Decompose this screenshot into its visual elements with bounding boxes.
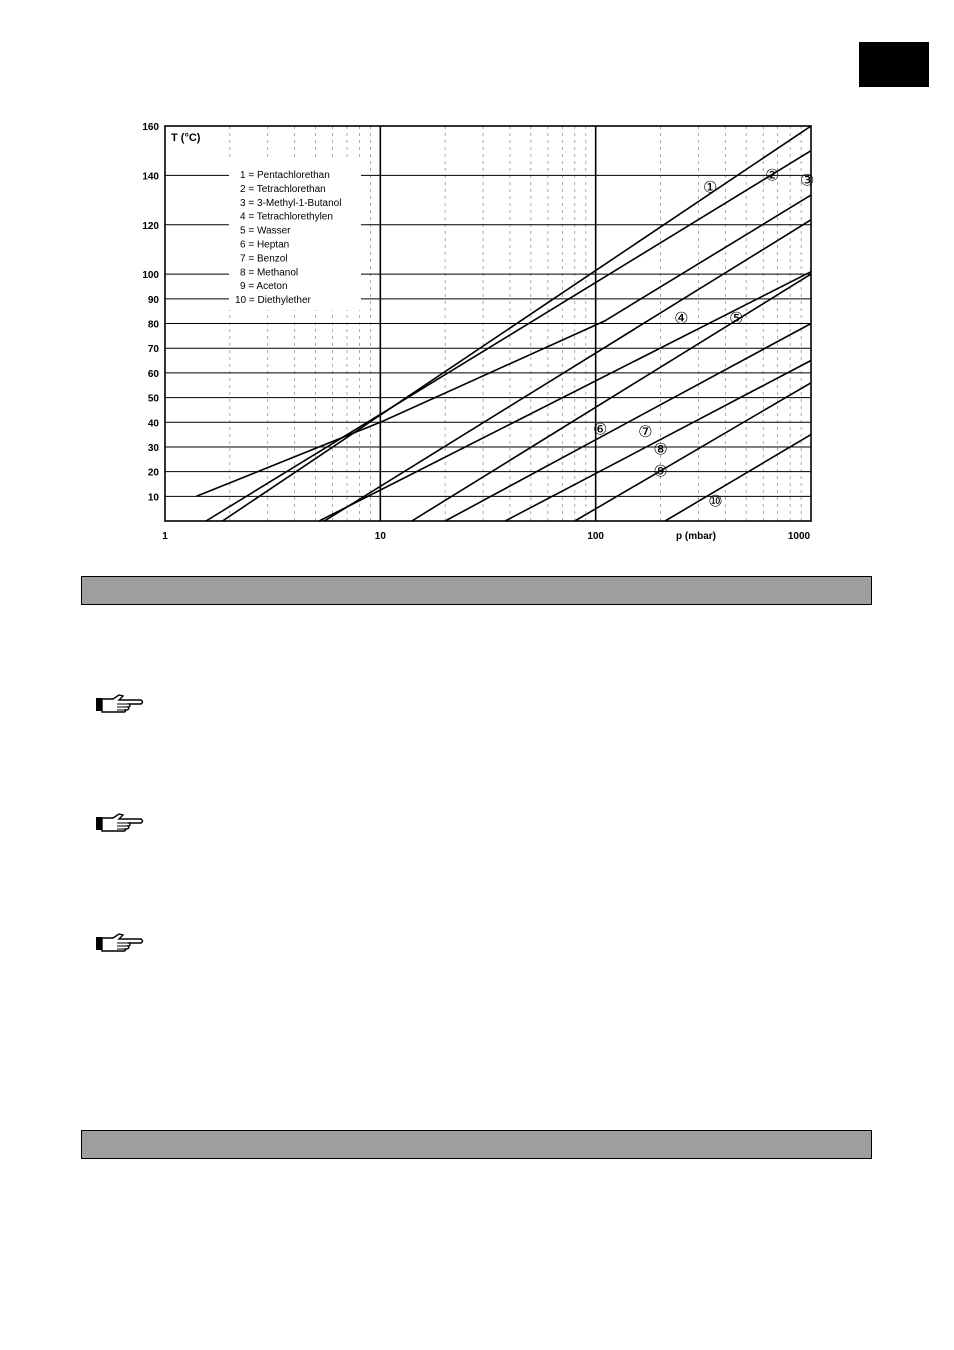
y-tick-label: 40 (147, 418, 159, 430)
y-tick-label: 160 (142, 122, 159, 133)
section-header-bar (81, 576, 872, 605)
legend-entry: 4 = Tetrachlorethylen (240, 211, 333, 223)
legend-entry: 5 = Wasser (240, 225, 291, 237)
y-axis-title: T (°C) (171, 132, 201, 144)
series-marker-label: ⑨ (653, 461, 668, 481)
legend-entry: 6 = Heptan (240, 239, 290, 251)
y-tick-label: 70 (147, 344, 159, 356)
legend-entry: 10 = Diethylether (235, 295, 311, 307)
series-marker-label: ⑩ (708, 491, 723, 511)
y-tick-label: 90 (147, 294, 159, 306)
series-marker-label: ⑥ (593, 419, 608, 439)
series-line (665, 435, 811, 521)
pointing-hand-icon (95, 693, 145, 715)
pointing-hand-icon (95, 932, 145, 954)
legend-entry: 8 = Methanol (240, 267, 299, 279)
y-tick-label: 60 (147, 368, 159, 380)
series-line (324, 220, 811, 521)
pointing-hand-icon (95, 812, 145, 834)
legend-entry: 7 = Benzol (240, 253, 288, 265)
y-tick-label: 20 (147, 467, 159, 479)
legend-entry: 9 = Aceton (240, 281, 288, 293)
series-marker-label: ⑦ (638, 422, 653, 442)
y-tick-label: 30 (147, 442, 159, 454)
series-marker-label: ② (764, 165, 780, 185)
series-marker-label: ⑤ (729, 308, 744, 328)
x-tick-label: 10 (374, 531, 386, 542)
y-tick-label: 10 (147, 492, 159, 504)
x-tick-label: 1 (162, 531, 168, 542)
legend-entry: 3 = 3-Methyl-1-Butanol (240, 197, 342, 209)
x-tick-label: 1000 (787, 531, 811, 542)
x-axis-title: p (mbar) (676, 531, 716, 542)
y-tick-label: 50 (147, 393, 159, 405)
series-line (575, 383, 811, 521)
vapor-pressure-chart (0, 0, 954, 570)
chart-legend (229, 160, 361, 310)
section-header-bar (81, 1130, 872, 1159)
legend-entry: 2 = Tetrachlorethan (240, 183, 326, 195)
y-tick-label: 140 (142, 171, 159, 183)
y-tick-label: 100 (142, 270, 159, 282)
series-marker-label: ③ (800, 170, 815, 190)
x-tick-label: 100 (587, 531, 605, 542)
legend-entry: 1 = Pentachlorethan (240, 170, 330, 181)
y-tick-label: 80 (147, 319, 159, 331)
series-marker-label: ⑧ (653, 439, 668, 459)
series-marker-label: ④ (674, 308, 689, 328)
series-marker-label: ① (702, 177, 718, 197)
y-tick-label: 120 (142, 220, 159, 232)
